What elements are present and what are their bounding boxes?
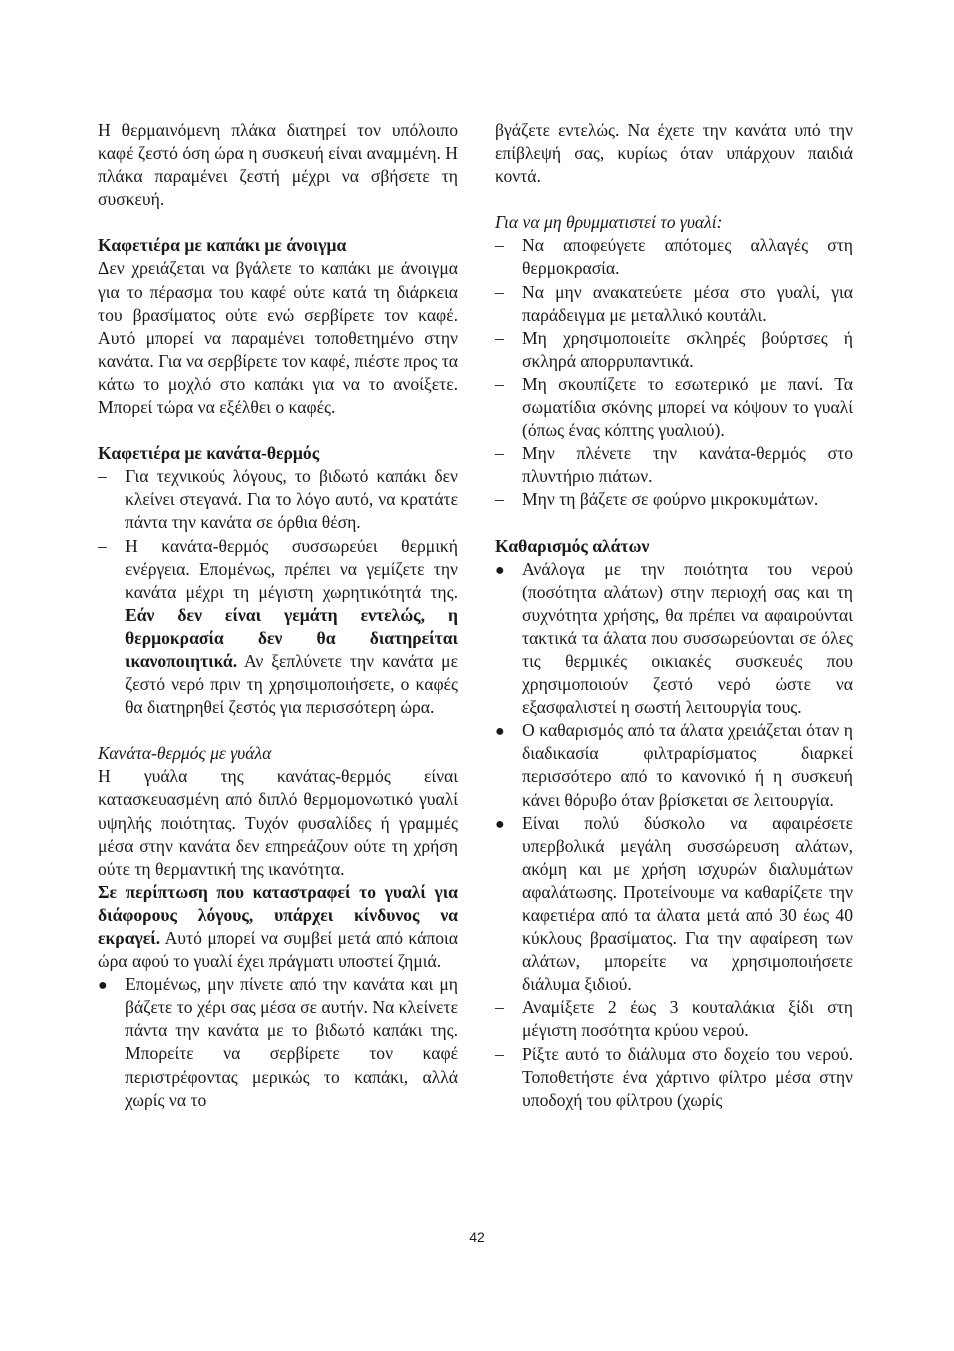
warning-bold-text: Σε περίπτωση που καταστραφεί το γυαλί για διάφορους λόγους, υπάρχει κίνδυνος να εκραγεί. (98, 881, 458, 948)
dash-marker (495, 373, 517, 396)
bullet-marker (98, 973, 120, 997)
descaling-dash-list (495, 996, 853, 1111)
heading-descaling: Καθαρισμός αλάτων (495, 535, 650, 556)
list-item (495, 281, 853, 327)
page-number: 42 (469, 1229, 485, 1245)
list-item-text: Για τεχνικούς λόγους, το βιδωτό καπάκι δεν κλείνει στεγανά. Για το λόγο αυτό, να κρατάτε πάντα την κανάτα σε όρθια θέση. (125, 466, 458, 533)
descaling-bullet-list (495, 558, 853, 997)
breakage-dash-list (495, 234, 853, 511)
list-item (98, 465, 458, 534)
heading-lid-coffee-maker: Καφετιέρα με καπάκι με άνοιγμα (98, 235, 347, 256)
lid-paragraph: Δεν χρειάζεται να βγάλετε το καπάκι με άνοιγμα για το πέρασμα του καφέ ούτε κατά τη διάρκεια του βρασίματος ούτε ενώ σερβίρετε τον καφέ. Αυτό μπορεί να παραμένει τοποθετημένο στην κανάτα. Για να σερβίρετε τον καφέ, πιέστε προς τα κάτω το μοχλό στο καπάκι για να το ανοίξετε. Μπορεί τώρα να εξέλθει ο καφές. (98, 258, 458, 418)
dash-marker (98, 465, 120, 488)
dash-marker (495, 488, 517, 511)
list-item-text: Ρίξτε αυτό το διάλυμα στο δοχείο του νερού. Τοποθετήστε ένα χάρτινο φίλτρο μέσα στην υποδοχή του φίλτρου (χωρίς (522, 1043, 853, 1110)
list-item (495, 488, 853, 511)
list-item-text: Να αποφεύγετε απότομες αλλαγές στη θερμοκρασία. (522, 235, 853, 279)
dash-marker (495, 327, 517, 350)
list-item (98, 535, 458, 720)
list-item-text: Ανάλογα με την ποιότητα του νερού (ποσότητα αλάτων) στην περιοχή σας και τη συχνότητα χρήσης, θα πρέπει να αφαιρούνται τακτικά τα άλατα που συσσωρεύονται σε όλες τις θερμικές οικιακές συσκευές που χρησιμοποιούν ζεστό νερό ώστε να εξασφαλιστεί η σωστή λειτουργία τους. (522, 558, 853, 718)
list-item (495, 373, 853, 442)
left-column (98, 119, 458, 1112)
bullet-marker (495, 558, 517, 582)
intro-paragraph: Η θερμαινόμενη πλάκα διατηρεί τον υπόλοιπο καφέ ζεστό όση ώρα η συσκευή είναι αναμμένη. Η πλάκα παραμένει ζεστή μέχρι να σβήσετε τη συσκευή. (98, 120, 458, 210)
list-item (495, 996, 853, 1042)
list-item-text: Είναι πολύ δύσκολο να αφαιρέσετε υπερβολικά μεγάλη συσσώρευση αλάτων, ακόμη και με χρήση ισχυρών διαλυμάτων αφαλάτωσης. Προτείνουμε να καθαρίζετε την καφετιέρα από τα άλατα μετά από 30 έως 40 κύκλους βρασίματος. Για την αφαίρεση των αλάτων, μπορείτε να χρησιμοποιήσετε διάλυμα ξιδιού. (522, 812, 853, 995)
bullet-marker (495, 812, 517, 836)
list-item (495, 812, 853, 997)
list-item-text: Μη χρησιμοποιείτε σκληρές βούρτσες ή σκληρά απορρυπαντικά. (522, 327, 853, 371)
dash-marker (495, 281, 517, 304)
list-item-text: Η κανάτα-θερμός συσσωρεύει θερμική ενέργεια. Επομένως, πρέπει να γεμίζετε την κανάτα μέχρι τη μέγιστη χωρητικότητά της. (125, 535, 458, 602)
list-item (495, 234, 853, 280)
list-item (98, 973, 458, 1112)
list-item (495, 558, 853, 720)
heading-thermos-coffee-maker: Καφετιέρα με κανάτα-θερμός (98, 443, 320, 464)
dash-marker (495, 1043, 517, 1066)
bullet-marker (495, 719, 517, 743)
dash-marker (495, 996, 517, 1019)
dash-marker (495, 442, 517, 465)
list-item-text: Μην πλένετε την κανάτα-θερμός στο πλυντήριο πιάτων. (522, 443, 853, 487)
list-item-text: Μην τη βάζετε σε φούρνο μικροκυμάτων. (522, 489, 819, 510)
list-item-text: Επομένως, μην πίνετε από την κανάτα και μη βάζετε το χέρι σας μέσα σε αυτήν. Να κλείνετε πάντα την κανάτα με το βιδωτό καπάκι της. Μπορείτε να σερβίρετε τον καφέ περιστρέφοντας μερικώς το καπάκι, αλλά χωρίς να το (125, 974, 458, 1110)
list-item-text: Μη σκουπίζετε το εσωτερικό με πανί. Τα σωματίδια σκόνης μπορεί να κόψουν το γυαλί (όπως ένας κόπτης γυαλιού). (522, 373, 853, 441)
list-item-text: Ο καθαρισμός από τα άλατα χρειάζεται όταν η διαδικασία φιλτραρίσματος διαρκεί περισσότερο από το κανονικό ή η συσκευή κάνει θόρυβο όταν βρίσκεται σε λειτουργία. (522, 720, 853, 810)
warning-paragraph (98, 881, 458, 973)
right-column (495, 119, 853, 1112)
heading-thermos-glass: Κανάτα-θερμός με γυάλα (98, 743, 272, 764)
glass-paragraph: Η γυάλα της κανάτας-θερμός είναι κατασκευασμένη από διπλό θερμομονωτικό γυαλί υψηλής ποιότητας. Τυχόν φυσαλίδες ή γραμμές μέσα στην κανάτα δεν επηρεάζουν ούτε τη χρήση ούτε τη θερμαντική της ικανότητα. (98, 766, 458, 879)
list-item (495, 1043, 853, 1112)
glass-bullet-list (98, 973, 458, 1112)
list-item (495, 327, 853, 373)
list-item-text: Αν ξεπλύνετε την κανάτα με ζεστό νερό πριν τη χρησιμοποιήσετε, ο καφές θα διατηρηθεί ζεστός για περισσότερη ώρα. (125, 650, 458, 718)
heading-prevent-breakage: Για να μη θρυμματιστεί το γυαλί: (495, 212, 723, 233)
warning-text: Αυτό μπορεί να συμβεί μετά από κάποια ώρα αφού το γυαλί έχει πράγματι υποστεί ζημιά. (98, 928, 458, 972)
list-item (495, 719, 853, 811)
dash-marker (98, 535, 120, 558)
thermos-dash-list (98, 465, 458, 719)
dash-marker (495, 234, 517, 257)
list-item-bold-text: Εάν δεν είναι γεμάτη εντελώς, η θερμοκρασία δεν θα διατηρείται ικανοποιητικά. (125, 604, 458, 671)
list-item-text: Αναμίξετε 2 έως 3 κουταλάκια ξίδι στη μέγιστη ποσότητα κρύου νερού. (522, 997, 853, 1041)
list-item (495, 442, 853, 488)
continued-paragraph: βγάζετε εντελώς. Να έχετε την κανάτα υπό την επίβλεψή σας, κυρίως όταν υπάρχουν παιδιά κοντά. (495, 120, 853, 187)
list-item-text: Να μην ανακατεύετε μέσα στο γυαλί, για παράδειγμα με μεταλλικό κουτάλι. (522, 281, 853, 325)
